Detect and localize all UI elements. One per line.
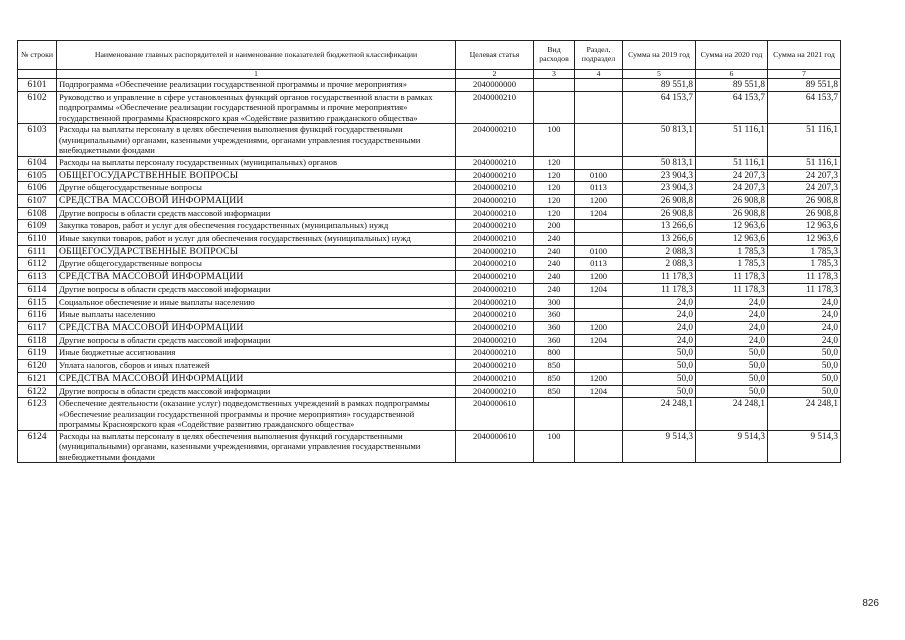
expense-kind: 120 [534, 169, 575, 182]
expense-kind [534, 91, 575, 123]
column-number: 5 [623, 70, 696, 79]
sum-2019: 24,0 [623, 296, 696, 309]
sum-2020: 11 178,3 [696, 271, 768, 284]
row-name: Иные закупки товаров, работ и услуг для обеспечения государственных (муниципальных) нужд [57, 233, 456, 246]
sum-2020: 9 514,3 [696, 430, 768, 462]
target-article: 2040000210 [456, 372, 534, 385]
table-row [18, 169, 841, 182]
sum-2019: 50 813,1 [623, 156, 696, 169]
target-article: 2040000210 [456, 385, 534, 398]
section-code: 0100 [575, 245, 623, 258]
row-name: СРЕДСТВА МАССОВОЙ ИНФОРМАЦИИ [57, 322, 456, 335]
table-row [18, 283, 841, 296]
sum-2019: 13 266,6 [623, 233, 696, 246]
section-code: 0113 [575, 258, 623, 271]
expense-kind: 120 [534, 182, 575, 195]
row-number: 6107 [18, 194, 57, 207]
target-article: 2040000000 [456, 79, 534, 92]
sum-2021: 50,0 [768, 360, 841, 373]
target-article: 2040000210 [456, 360, 534, 373]
expense-kind: 360 [534, 334, 575, 347]
table-row [18, 430, 841, 462]
row-number: 6105 [18, 169, 57, 182]
expense-kind: 200 [534, 220, 575, 233]
section-code [575, 220, 623, 233]
sum-2021: 1 785,3 [768, 258, 841, 271]
expense-kind: 240 [534, 283, 575, 296]
expense-kind: 850 [534, 385, 575, 398]
sum-2021: 50,0 [768, 385, 841, 398]
sum-2021: 64 153,7 [768, 91, 841, 123]
sum-2019: 13 266,6 [623, 220, 696, 233]
sum-2020: 26 908,8 [696, 194, 768, 207]
row-number: 6116 [18, 309, 57, 322]
row-number: 6104 [18, 156, 57, 169]
section-code [575, 360, 623, 373]
sum-2020: 11 178,3 [696, 283, 768, 296]
sum-2020: 24 207,3 [696, 169, 768, 182]
header-target-article: Целевая статья [456, 41, 534, 70]
target-article: 2040000210 [456, 194, 534, 207]
expense-kind: 100 [534, 430, 575, 462]
sum-2019: 24,0 [623, 334, 696, 347]
sum-2021: 24,0 [768, 296, 841, 309]
expense-kind: 100 [534, 124, 575, 156]
section-code: 1200 [575, 322, 623, 335]
table-body [18, 79, 841, 463]
target-article: 2040000610 [456, 398, 534, 430]
column-number: 1 [57, 70, 456, 79]
header-sum-2020: Сумма на 2020 год [696, 41, 768, 70]
sum-2019: 9 514,3 [623, 430, 696, 462]
expense-kind: 360 [534, 322, 575, 335]
table-row [18, 398, 841, 430]
row-number: 6103 [18, 124, 57, 156]
header-name: Наименование главных распорядителей и наименование показателей бюджетной классификации [57, 41, 456, 70]
header-expense-kind: Вид расходов [534, 41, 575, 70]
sum-2019: 24,0 [623, 309, 696, 322]
sum-2019: 26 908,8 [623, 194, 696, 207]
row-name: Другие общегосударственные вопросы [57, 182, 456, 195]
expense-kind: 240 [534, 271, 575, 284]
row-name: Другие вопросы в области средств массовой информации [57, 207, 456, 220]
expense-kind [534, 398, 575, 430]
row-name: Руководство и управление в сфере установленных функций органов государственной власти в рамках подпрограммы «Обеспечение реализации государственной программы и прочие мероприятия» государственной программы Красноярского края «Содействие развитию гражданского общества» [57, 91, 456, 123]
column-number [18, 70, 57, 79]
row-number: 6118 [18, 334, 57, 347]
row-name: СРЕДСТВА МАССОВОЙ ИНФОРМАЦИИ [57, 372, 456, 385]
table-row [18, 233, 841, 246]
row-number: 6123 [18, 398, 57, 430]
page-number: 826 [862, 598, 879, 609]
target-article: 2040000210 [456, 91, 534, 123]
table-row [18, 207, 841, 220]
row-number: 6114 [18, 283, 57, 296]
row-name: Закупка товаров, работ и услуг для обеспечения государственных (муниципальных) нужд [57, 220, 456, 233]
header-row-number: № строки [18, 41, 57, 70]
budget-table [17, 40, 841, 463]
expense-kind: 300 [534, 296, 575, 309]
sum-2021: 24,0 [768, 322, 841, 335]
sum-2021: 24 207,3 [768, 182, 841, 195]
row-name: Другие вопросы в области средств массовой информации [57, 283, 456, 296]
row-number: 6101 [18, 79, 57, 92]
section-code: 1204 [575, 283, 623, 296]
row-name: ОБЩЕГОСУДАРСТВЕННЫЕ ВОПРОСЫ [57, 245, 456, 258]
sum-2021: 26 908,8 [768, 194, 841, 207]
table-row [18, 360, 841, 373]
sum-2020: 12 963,6 [696, 220, 768, 233]
row-number: 6102 [18, 91, 57, 123]
row-number: 6122 [18, 385, 57, 398]
row-number: 6121 [18, 372, 57, 385]
target-article: 2040000210 [456, 169, 534, 182]
sum-2019: 24,0 [623, 322, 696, 335]
expense-kind: 240 [534, 233, 575, 246]
row-number: 6111 [18, 245, 57, 258]
expense-kind: 240 [534, 245, 575, 258]
row-name: Расходы на выплаты персоналу в целях обеспечения выполнения функций государственными (муниципальными) органами, казенными учреждениями, органами управления государственными внебюджетными фондами [57, 124, 456, 156]
sum-2021: 89 551,8 [768, 79, 841, 92]
sum-2021: 12 963,6 [768, 220, 841, 233]
expense-kind: 850 [534, 360, 575, 373]
target-article: 2040000210 [456, 283, 534, 296]
sum-2020: 24 248,1 [696, 398, 768, 430]
table-row [18, 220, 841, 233]
row-number: 6124 [18, 430, 57, 462]
sum-2020: 50,0 [696, 347, 768, 360]
sum-2021: 51 116,1 [768, 156, 841, 169]
target-article: 2040000210 [456, 334, 534, 347]
section-code [575, 156, 623, 169]
sum-2019: 24 248,1 [623, 398, 696, 430]
table-row [18, 385, 841, 398]
table-row [18, 245, 841, 258]
table-row [18, 79, 841, 92]
sum-2020: 24,0 [696, 309, 768, 322]
expense-kind: 120 [534, 207, 575, 220]
sum-2021: 11 178,3 [768, 271, 841, 284]
header-section: Раздел, подраздел [575, 41, 623, 70]
target-article: 2040000210 [456, 182, 534, 195]
target-article: 2040000210 [456, 322, 534, 335]
sum-2020: 50,0 [696, 385, 768, 398]
row-number: 6119 [18, 347, 57, 360]
row-name: Другие вопросы в области средств массовой информации [57, 334, 456, 347]
row-name: Другие вопросы в области средств массовой информации [57, 385, 456, 398]
target-article: 2040000210 [456, 124, 534, 156]
expense-kind [534, 79, 575, 92]
sum-2021: 50,0 [768, 372, 841, 385]
expense-kind: 240 [534, 258, 575, 271]
row-number: 6113 [18, 271, 57, 284]
section-code [575, 124, 623, 156]
table-row [18, 271, 841, 284]
row-name: Уплата налогов, сборов и иных платежей [57, 360, 456, 373]
target-article: 2040000210 [456, 220, 534, 233]
target-article: 2040000210 [456, 258, 534, 271]
target-article: 2040000210 [456, 296, 534, 309]
column-number: 6 [696, 70, 768, 79]
sum-2019: 26 908,8 [623, 207, 696, 220]
row-name: ОБЩЕГОСУДАРСТВЕННЫЕ ВОПРОСЫ [57, 169, 456, 182]
sum-2021: 1 785,3 [768, 245, 841, 258]
row-name: Другие общегосударственные вопросы [57, 258, 456, 271]
row-name: СРЕДСТВА МАССОВОЙ ИНФОРМАЦИИ [57, 271, 456, 284]
section-code [575, 296, 623, 309]
row-number: 6106 [18, 182, 57, 195]
sum-2020: 24,0 [696, 296, 768, 309]
sum-2020: 1 785,3 [696, 258, 768, 271]
sum-2021: 9 514,3 [768, 430, 841, 462]
row-number: 6120 [18, 360, 57, 373]
sum-2019: 23 904,3 [623, 182, 696, 195]
row-number: 6115 [18, 296, 57, 309]
target-article: 2040000210 [456, 347, 534, 360]
sum-2019: 50,0 [623, 347, 696, 360]
column-number-row [18, 70, 841, 79]
target-article: 2040000210 [456, 233, 534, 246]
section-code [575, 309, 623, 322]
table-row [18, 194, 841, 207]
sum-2019: 50,0 [623, 360, 696, 373]
sum-2021: 24 248,1 [768, 398, 841, 430]
row-name: Социальное обеспечение и иные выплаты населению [57, 296, 456, 309]
sum-2021: 50,0 [768, 347, 841, 360]
column-number: 3 [534, 70, 575, 79]
sum-2020: 89 551,8 [696, 79, 768, 92]
row-name: Подпрограмма «Обеспечение реализации государственной программы и прочие мероприятия» [57, 79, 456, 92]
sum-2020: 50,0 [696, 372, 768, 385]
target-article: 2040000210 [456, 156, 534, 169]
sum-2020: 50,0 [696, 360, 768, 373]
section-code [575, 398, 623, 430]
table-row [18, 156, 841, 169]
row-name: Расходы на выплаты персоналу в целях обеспечения выполнения функций государственными (муниципальными) органами, казенными учреждениями, органами управления государственными внебюджетными фондами [57, 430, 456, 462]
sum-2019: 2 088,3 [623, 258, 696, 271]
expense-kind: 120 [534, 194, 575, 207]
sum-2019: 50,0 [623, 372, 696, 385]
section-code: 1200 [575, 372, 623, 385]
section-code [575, 233, 623, 246]
row-number: 6108 [18, 207, 57, 220]
target-article: 2040000210 [456, 271, 534, 284]
sum-2020: 51 116,1 [696, 124, 768, 156]
row-number: 6110 [18, 233, 57, 246]
table-row [18, 347, 841, 360]
sum-2020: 12 963,6 [696, 233, 768, 246]
expense-kind: 850 [534, 372, 575, 385]
header-sum-2021: Сумма на 2021 год [768, 41, 841, 70]
row-name: Расходы на выплаты персоналу государственных (муниципальных) органов [57, 156, 456, 169]
column-number: 2 [456, 70, 534, 79]
section-code: 0113 [575, 182, 623, 195]
row-number: 6112 [18, 258, 57, 271]
sum-2021: 11 178,3 [768, 283, 841, 296]
expense-kind: 120 [534, 156, 575, 169]
table-row [18, 91, 841, 123]
sum-2021: 24,0 [768, 309, 841, 322]
sum-2019: 11 178,3 [623, 271, 696, 284]
sum-2020: 64 153,7 [696, 91, 768, 123]
table-row [18, 258, 841, 271]
sum-2020: 51 116,1 [696, 156, 768, 169]
table-row [18, 309, 841, 322]
expense-kind: 360 [534, 309, 575, 322]
section-code [575, 79, 623, 92]
column-number: 4 [575, 70, 623, 79]
column-number: 7 [768, 70, 841, 79]
sum-2019: 50,0 [623, 385, 696, 398]
table-row [18, 334, 841, 347]
sum-2019: 11 178,3 [623, 283, 696, 296]
sum-2021: 26 908,8 [768, 207, 841, 220]
sum-2019: 2 088,3 [623, 245, 696, 258]
target-article: 2040000210 [456, 245, 534, 258]
section-code: 0100 [575, 169, 623, 182]
row-name: Обеспечение деятельности (оказание услуг) подведомственных учреждений в рамках подпрограммы «Обеспечение реализации государственной программы и прочие мероприятия» государственной программы Красноярского края «Содействие развитию гражданского общества» [57, 398, 456, 430]
section-code: 1204 [575, 385, 623, 398]
sum-2020: 24,0 [696, 322, 768, 335]
table-row [18, 322, 841, 335]
target-article: 2040000610 [456, 430, 534, 462]
section-code [575, 347, 623, 360]
sum-2019: 50 813,1 [623, 124, 696, 156]
sum-2020: 24,0 [696, 334, 768, 347]
sum-2021: 24,0 [768, 334, 841, 347]
target-article: 2040000210 [456, 309, 534, 322]
table-row [18, 124, 841, 156]
section-code [575, 91, 623, 123]
sum-2021: 12 963,6 [768, 233, 841, 246]
sum-2020: 24 207,3 [696, 182, 768, 195]
section-code [575, 430, 623, 462]
expense-kind: 800 [534, 347, 575, 360]
sum-2019: 23 904,3 [623, 169, 696, 182]
sum-2019: 89 551,8 [623, 79, 696, 92]
row-name: СРЕДСТВА МАССОВОЙ ИНФОРМАЦИИ [57, 194, 456, 207]
target-article: 2040000210 [456, 207, 534, 220]
section-code: 1200 [575, 194, 623, 207]
table-row [18, 296, 841, 309]
table-row [18, 182, 841, 195]
sum-2021: 51 116,1 [768, 124, 841, 156]
section-code: 1200 [575, 271, 623, 284]
table-row [18, 372, 841, 385]
sum-2019: 64 153,7 [623, 91, 696, 123]
sum-2020: 26 908,8 [696, 207, 768, 220]
sum-2020: 1 785,3 [696, 245, 768, 258]
row-name: Иные выплаты населению [57, 309, 456, 322]
table-header-row [18, 41, 841, 70]
row-number: 6117 [18, 322, 57, 335]
row-number: 6109 [18, 220, 57, 233]
row-name: Иные бюджетные ассигнования [57, 347, 456, 360]
section-code: 1204 [575, 334, 623, 347]
section-code: 1204 [575, 207, 623, 220]
header-sum-2019: Сумма на 2019 год [623, 41, 696, 70]
sum-2021: 24 207,3 [768, 169, 841, 182]
